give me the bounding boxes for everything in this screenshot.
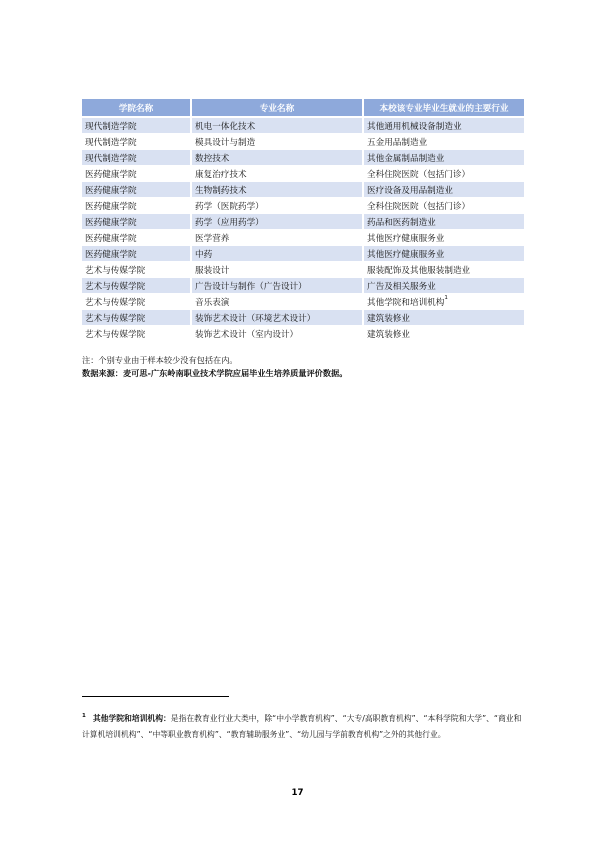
- cell-text: 医药健康学院: [85, 169, 137, 180]
- cell-text: 艺术与传媒学院: [85, 281, 146, 292]
- cell-text: 医药健康学院: [85, 185, 137, 196]
- cell-college: [82, 310, 192, 326]
- cell-text: 机电一体化技术: [195, 121, 256, 132]
- cell-college: [82, 166, 192, 182]
- cell-text: 建筑装修业: [367, 329, 410, 340]
- table-row: [82, 294, 524, 310]
- cell-college: [82, 294, 192, 310]
- footnote-term: 其他学院和培训机构：: [92, 714, 171, 723]
- employment-industry-table: [82, 99, 524, 341]
- cell-major: [192, 150, 364, 166]
- cell-text: 模具设计与制造: [195, 137, 256, 148]
- cell-industry: [364, 326, 524, 341]
- cell-text: 全科住院医院（包括门诊）: [367, 169, 471, 180]
- table-header-row: [82, 99, 524, 118]
- cell-industry: [364, 230, 524, 246]
- cell-text: 装饰艺术设计（环境艺术设计）: [195, 313, 316, 324]
- cell-text: 装饰艺术设计（室内设计）: [195, 329, 299, 340]
- cell-major: [192, 214, 364, 230]
- cell-text: 艺术与传媒学院: [85, 265, 146, 276]
- cell-major: [192, 198, 364, 214]
- cell-text: 其他学院和培训机构: [367, 297, 445, 308]
- table-row: [82, 150, 524, 166]
- cell-industry: [364, 310, 524, 326]
- cell-major: [192, 262, 364, 278]
- cell-major: [192, 326, 364, 341]
- table-row: [82, 214, 524, 230]
- cell-college: [82, 150, 192, 166]
- data-source-note: 数据来源：麦可思-广东岭南职业技术学院应届毕业生培养质量评价数据。: [82, 368, 348, 378]
- cell-text: 艺术与传媒学院: [85, 313, 146, 324]
- cell-college: [82, 278, 192, 294]
- cell-text: 康复治疗技术: [195, 169, 247, 180]
- cell-industry: [364, 246, 524, 262]
- cell-text: 广告设计与制作（广告设计）: [195, 281, 307, 292]
- cell-college: [82, 230, 192, 246]
- table-row: [82, 166, 524, 182]
- cell-text: 现代制造学院: [85, 137, 137, 148]
- cell-industry: [364, 262, 524, 278]
- cell-industry: [364, 134, 524, 150]
- table-row: [82, 278, 524, 294]
- cell-text: 医药健康学院: [85, 217, 137, 228]
- cell-college: [82, 326, 192, 341]
- cell-major: [192, 166, 364, 182]
- cell-text: 服装配饰及其他服装制造业: [367, 265, 471, 276]
- cell-college: [82, 262, 192, 278]
- cell-industry: [364, 214, 524, 230]
- cell-text: 其他医疗健康服务业: [367, 249, 445, 260]
- table-row: [82, 118, 524, 134]
- cell-text: 中药: [195, 249, 213, 260]
- cell-text: 五金用品制造业: [367, 137, 428, 148]
- table-row: [82, 246, 524, 262]
- cell-college: [82, 118, 192, 134]
- footnote: [82, 711, 522, 742]
- cell-text: 药学（应用药学）: [195, 217, 264, 228]
- cell-industry: [364, 278, 524, 294]
- cell-major: [192, 294, 364, 310]
- cell-major: [192, 246, 364, 262]
- cell-college: [82, 134, 192, 150]
- cell-industry: [364, 182, 524, 198]
- cell-text: 音乐表演: [195, 297, 230, 308]
- cell-text: 服装设计: [195, 265, 230, 276]
- cell-college: [82, 182, 192, 198]
- footnote-mark: 1: [82, 713, 86, 719]
- cell-text: 广告及相关服务业: [367, 281, 436, 292]
- cell-major: [192, 310, 364, 326]
- header-college: 学院名称: [82, 99, 192, 118]
- cell-industry: [364, 150, 524, 166]
- cell-text: 现代制造学院: [85, 121, 137, 132]
- cell-text: 医药健康学院: [85, 233, 137, 244]
- cell-major: [192, 278, 364, 294]
- table-row: [82, 262, 524, 278]
- table-row: [82, 310, 524, 326]
- header-industry: 本校该专业毕业生就业的主要行业: [364, 99, 524, 118]
- cell-text: 医药健康学院: [85, 249, 137, 260]
- cell-text: 其他金属制品制造业: [367, 153, 445, 164]
- cell-text: 建筑装修业: [367, 313, 410, 324]
- footnote-reference[interactable]: 1: [444, 294, 448, 301]
- cell-college: [82, 198, 192, 214]
- cell-text: 全科住院医院（包括门诊）: [367, 201, 471, 212]
- cell-text: 其他通用机械设备制造业: [367, 121, 462, 132]
- cell-college: [82, 246, 192, 262]
- cell-text: 数控技术: [195, 153, 230, 164]
- cell-major: [192, 134, 364, 150]
- cell-major: [192, 118, 364, 134]
- cell-industry: [364, 198, 524, 214]
- footnote-text: 是指在教育业行业大类中，除“中小学教育机构”、“大专/高职教育机构”、“本科学院和大学”、“商业和计算机培训机构”、“中等职业教育机构”、“教育辅助服务业”、“幼儿园与学前教育机构”之外的其他行业。: [82, 714, 522, 739]
- cell-text: 艺术与传媒学院: [85, 297, 146, 308]
- header-major: 专业名称: [192, 99, 364, 118]
- cell-text: 艺术与传媒学院: [85, 329, 146, 340]
- table-body: [82, 118, 524, 341]
- table-note: 注：个别专业由于样本较少没有包括在内。: [82, 355, 238, 365]
- footnote-divider: [82, 696, 229, 697]
- cell-text: 医疗设备及用品制造业: [367, 185, 453, 196]
- cell-text: 药学（医院药学）: [195, 201, 264, 212]
- cell-industry: [364, 166, 524, 182]
- table-row: [82, 326, 524, 341]
- page-number: 17: [291, 788, 304, 798]
- cell-text: 其他医疗健康服务业: [367, 233, 445, 244]
- cell-text: 医学营养: [195, 233, 230, 244]
- table-row: [82, 134, 524, 150]
- cell-major: [192, 230, 364, 246]
- cell-major: [192, 182, 364, 198]
- cell-text: 现代制造学院: [85, 153, 137, 164]
- cell-industry: [364, 294, 524, 310]
- cell-industry: [364, 118, 524, 134]
- cell-college: [82, 214, 192, 230]
- table-row: [82, 230, 524, 246]
- table-row: [82, 198, 524, 214]
- cell-text: 医药健康学院: [85, 201, 137, 212]
- cell-text: 生物制药技术: [195, 185, 247, 196]
- cell-text: 药品和医药制造业: [367, 217, 436, 228]
- table-row: [82, 182, 524, 198]
